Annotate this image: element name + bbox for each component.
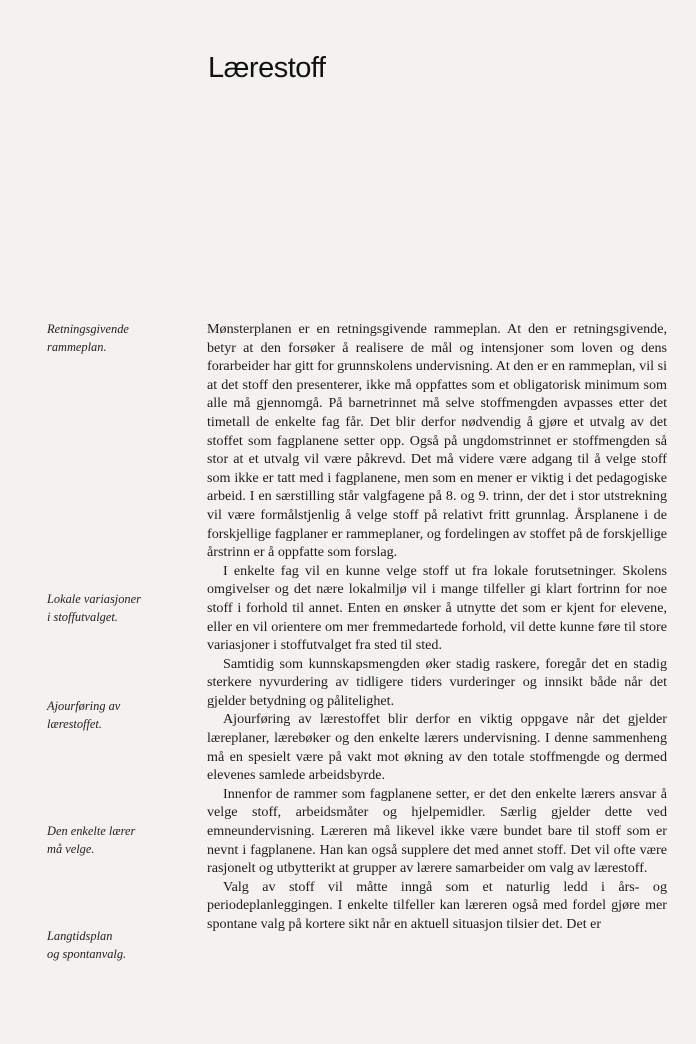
side-note-den-enkelte-laerer xyxy=(47,822,187,858)
side-note-line: og spontanvalg. xyxy=(47,947,127,961)
side-note-line: i stoffutvalget. xyxy=(47,610,118,624)
side-note-line: må velge. xyxy=(47,842,95,856)
side-note-line: Langtidsplan xyxy=(47,929,113,943)
paragraph-valg-av-stoff: Valg av stoff vil måtte inngå som et naturlig ledd i års- og periodeplanleggingen. I enkelte tilfeller kan læreren også med fordel gjøre mer spontane valg på kortere sikt når en aktuell situasjon tilsier det. Det er xyxy=(207,878,667,932)
paragraph-ajourforing: Ajourføring av lærestoffet blir derfor en viktig oppgave når det gjelder læreplaner, lærebøker og den enkelte lærers undervisning. I denne sammenheng må en spesielt være på vakt mot økning av den totale stoffmengde og dermed elevenes samlede arbeidsbyrde. xyxy=(207,711,667,784)
side-note-retningsgivende xyxy=(47,320,187,356)
side-note-line: Den enkelte lærer xyxy=(47,824,136,838)
page-title: Lærestoff xyxy=(208,52,326,84)
paragraph-lokale-forutsetninger: I enkelte fag vil en kunne velge stoff ut fra lokale forutsetninger. Skolens omgivelser og det nære lokalmiljø vil i mange tilfeller gi klart fortrinn for noe stoff i forhold til annet. Enten en ønsker å utnytte det som er kjent for elevene, eller en vil orientere om mer fremmedartede forhold, vil dette kunne føre til store variasjoner i stoffutvalget fra sted til sted. xyxy=(207,562,667,654)
paragraph-laererens-ansvar: Innenfor de rammer som fagplanene setter, er det den enkelte lærers ansvar å velge stoff, arbeidsmåter og hjelpemidler. Særlig gjelder dette ved emneundervisning. Læreren må likevel ikke være bundet bare til stoff som er nevnt i fagplanene. Han kan også supplere det med annet stoff. Det vil ofte være rasjonelt og utbytterikt at grupper av lærere samarbeider om valg av lærestoff. xyxy=(207,785,667,877)
side-note-lokale-variasjoner xyxy=(47,590,187,626)
side-note-ajourforing xyxy=(47,697,187,733)
paragraph-rammeplan: Mønsterplanen er en retningsgivende rammeplan. At den er retningsgivende, betyr at den forsøker å realisere de mål og intensjoner som loven og dens forarbeider har gitt for grunnskolens undervisning. At den er en rammeplan, vil si at det stoff den presenterer, ikke må oppfattes som et obligatorisk minimum som alle må gjennomgå. På barnetrinnet må selve stoffmengden avpasses etter det timetall de enkelte fag får. Det blir derfor nødvendig å gjøre et utvalg av det stoffet som fagplanene setter opp. Også på ungdomstrinnet er stoffmengden så stor at et utvalg vil være påkrevd. Det må videre være adgang til å velge stoff som ikke er tatt med i fagplanene, men som en mener er viktig i det pedagogiske arbeid. I en særstilling står valgfagene på 8. og 9. trinn, der det i stor utstrekning vil være formålstjenlig å velge stoff på relativt fritt grunnlag. Årsplanene i de forskjellige fagplaner er rammeplaner, og fordelingen av stoffet på de forskjellige årstrinn er å oppfatte som forslag. xyxy=(207,321,667,561)
side-note-line: lærestoffet. xyxy=(47,717,102,731)
side-note-line: Lokale variasjoner xyxy=(47,592,141,606)
side-note-langtidsplan xyxy=(47,927,187,963)
side-note-line: Ajourføring av xyxy=(47,699,121,713)
side-note-line: rammeplan. xyxy=(47,340,107,354)
body-text xyxy=(207,320,667,934)
side-note-line: Retningsgivende xyxy=(47,322,129,336)
paragraph-kunnskapsmengden: Samtidig som kunnskapsmengden øker stadig raskere, foregår det en stadig sterkere nyvurdering av tidligere tiders vurderinger og innsikt både når det gjelder betydning og pålitelighet. xyxy=(207,655,667,709)
